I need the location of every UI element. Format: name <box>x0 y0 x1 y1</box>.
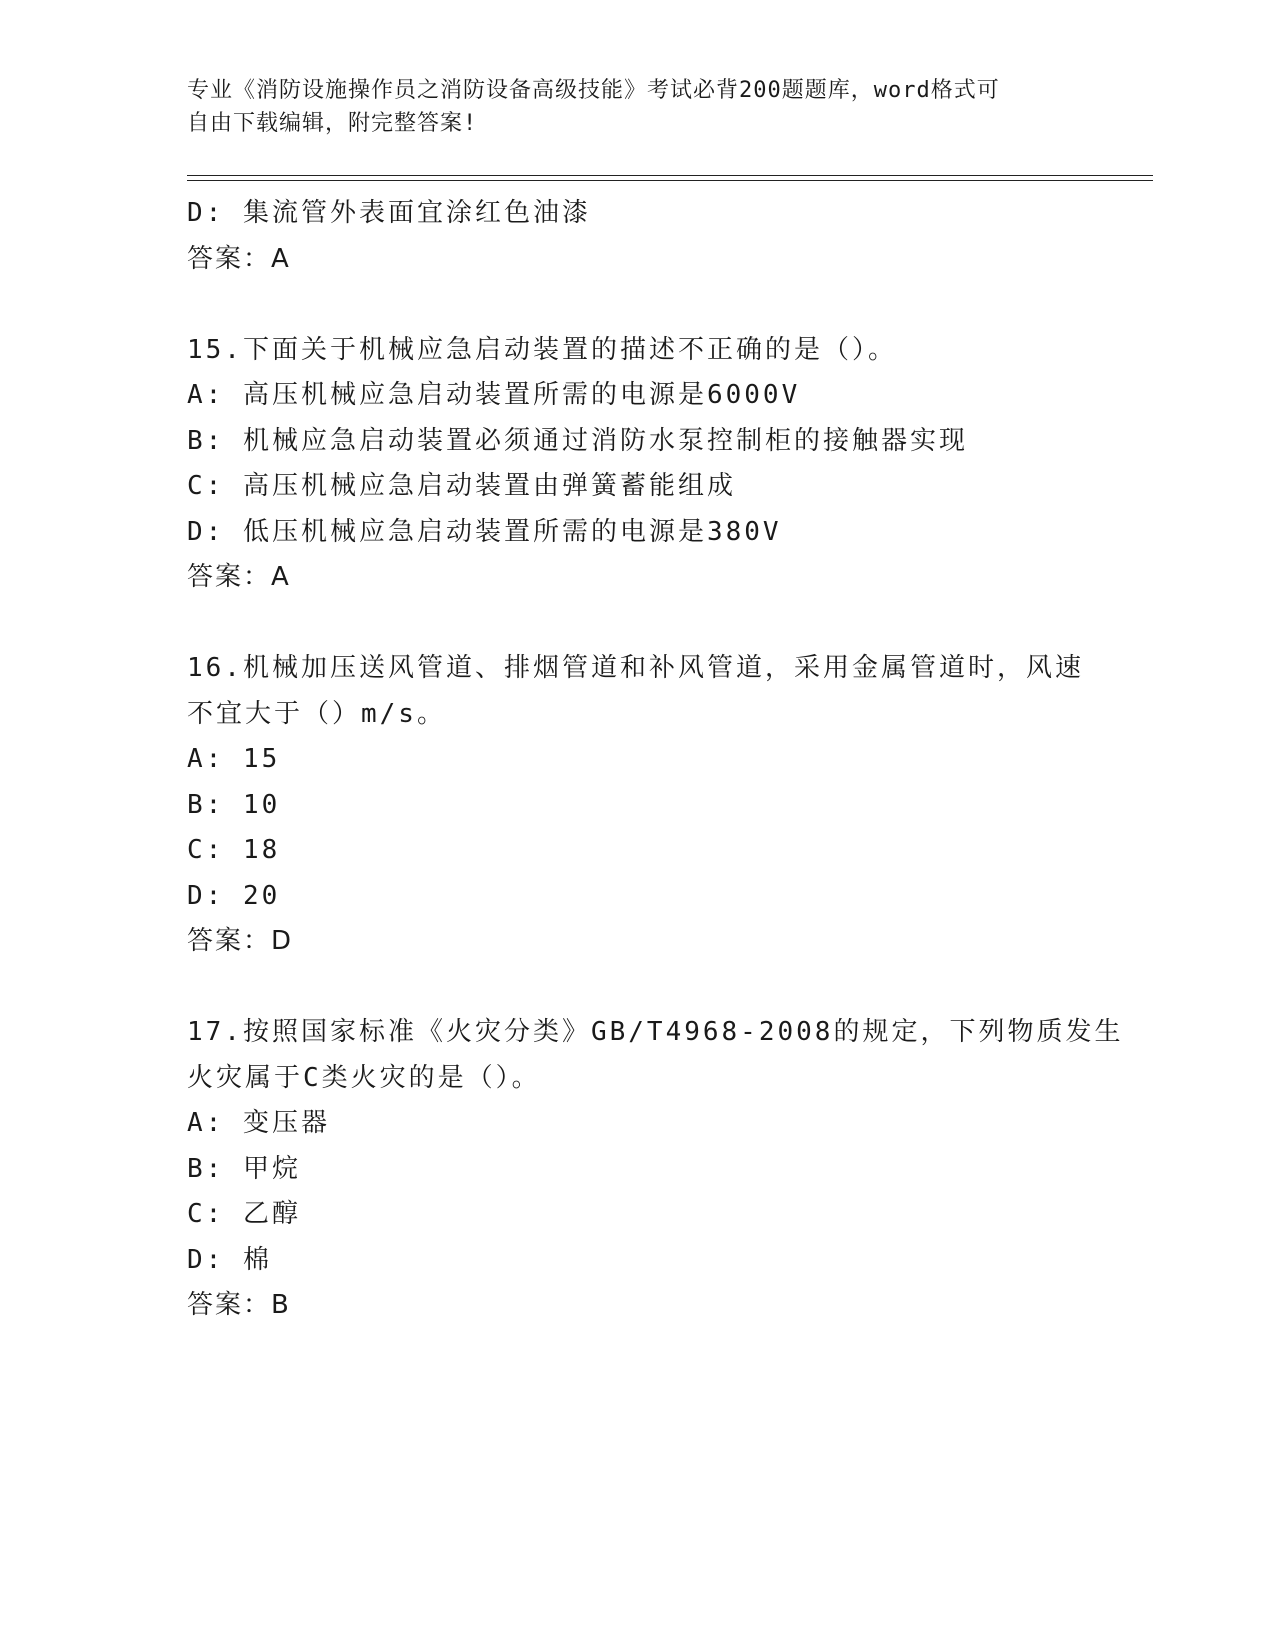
question-item <box>187 328 1087 601</box>
answer-value: B <box>271 1290 291 1320</box>
answer-label: 答案： <box>187 1290 272 1320</box>
option-b: B: 甲烷 <box>187 1153 301 1184</box>
header-divider-top <box>187 175 1153 176</box>
spacer <box>187 965 1087 1011</box>
answer-line <box>187 237 1087 283</box>
question-stem-line-1: 16.机械加压送风管道、排烟管道和补风管道，采用金属管道时，风速 <box>187 653 1084 683</box>
question-stem: 15.下面关于机械应急启动装置的描述不正确的是（）。 <box>187 334 897 365</box>
question-stem-line-2: 火灾属于C类火灾的是（）。 <box>187 1062 541 1093</box>
answer-line <box>187 919 1087 965</box>
spacer <box>187 601 1087 647</box>
option-b: B: 机械应急启动装置必须通过消防水泵控制柜的接触器实现 <box>187 425 968 456</box>
page-header <box>187 74 1067 140</box>
option-d: D: 20 <box>187 880 281 911</box>
question-item <box>187 646 1087 965</box>
option-a: A: 高压机械应急启动装置所需的电源是6000V <box>187 380 801 410</box>
option-d: D: 低压机械应急启动装置所需的电源是380V <box>187 516 782 547</box>
answer-line <box>187 555 1087 601</box>
spacer <box>187 282 1087 328</box>
answer-label: 答案： <box>187 926 272 956</box>
header-divider-bottom <box>187 180 1153 181</box>
header-title-line-2: 自由下载编辑，附完整答案! <box>187 111 478 136</box>
option-b: B: 10 <box>187 789 281 820</box>
option-c: C: 18 <box>187 835 281 865</box>
option-d: D: 棉 <box>187 1244 272 1275</box>
answer-value: D <box>271 926 294 956</box>
answer-value: A <box>271 243 291 274</box>
answer-line <box>187 1283 1087 1329</box>
option-c: C: 高压机械应急启动装置由弹簧蓄能组成 <box>187 471 736 501</box>
answer-label: 答案： <box>187 243 272 274</box>
option-a: A: 变压器 <box>187 1108 330 1138</box>
question-stem-line-2: 不宜大于（）m/s。 <box>187 698 446 729</box>
option-d: D: 集流管外表面宜涂红色油漆 <box>187 198 591 228</box>
answer-label: 答案： <box>187 562 272 592</box>
option-c: C: 乙醇 <box>187 1199 301 1229</box>
header-title-line-1: 专业《消防设施操作员之消防设备高级技能》考试必背200题题库，word格式可 <box>187 78 1000 103</box>
question-list <box>187 191 1124 1329</box>
option-a: A: 15 <box>187 744 281 774</box>
answer-value: A <box>271 562 291 592</box>
question-item <box>187 1010 1124 1329</box>
question-stem-line-1: 17.按照国家标准《火灾分类》GB/T4968-2008的规定，下列物质发生 <box>187 1017 1124 1047</box>
